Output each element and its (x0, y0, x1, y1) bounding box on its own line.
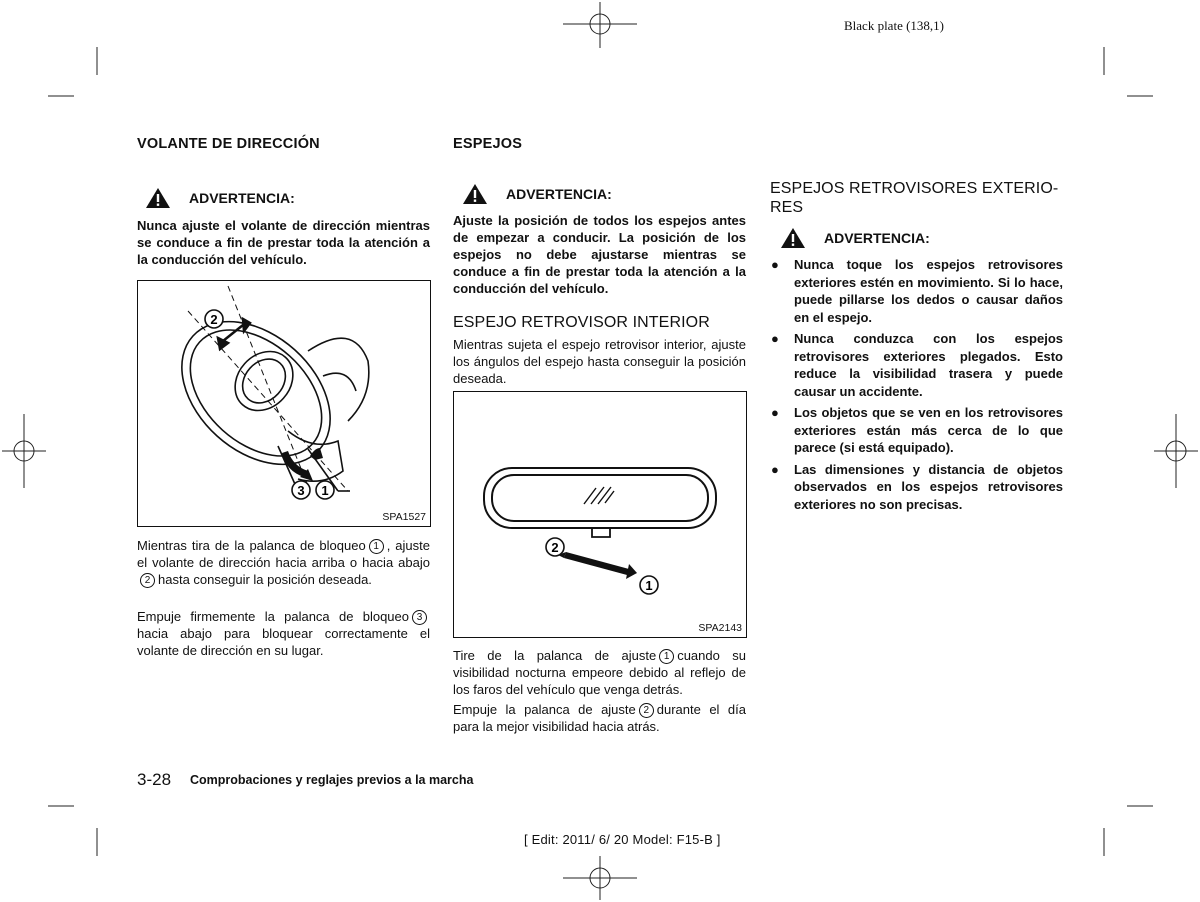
rearview-mirror-illustration (454, 392, 746, 637)
steering-paragraph-2 (137, 608, 430, 659)
steering-paragraph-1 (137, 537, 430, 588)
heading-line: ESPEJOS RETROVISORES EXTERIO- (770, 180, 1059, 197)
text: Empuje firmemente la palanca de bloqueo (137, 609, 409, 624)
bullet-icon: ● (771, 331, 779, 346)
warning-triangle-icon (145, 187, 171, 209)
callout-2 (546, 538, 564, 556)
text: durante el día para la mejor visibilidad hacia atrás. (453, 702, 746, 734)
callout-ref-2: 2 (639, 703, 654, 718)
steering-warning-header (145, 187, 295, 209)
interior-mirror-intro: Mientras sujeta el espejo retrovisor interior, ajuste los ángulos del espejo hasta conseguir la posición deseada. (453, 337, 746, 386)
registration-mark-bottom (563, 856, 637, 900)
bullet-icon: ● (771, 257, 779, 272)
registration-mark-top (563, 2, 637, 48)
registration-mark-right (1154, 414, 1198, 488)
list-item (769, 256, 1063, 326)
text: hasta conseguir la posición deseada. (158, 572, 372, 587)
interior-mirror-paragraph-2 (453, 701, 746, 735)
bullet-text: Nunca toque los espejos retrovisores exteriores estén en movimiento. Si lo hace, puede pillarse los dedos o causar daños en el espejo. (794, 257, 1063, 325)
exterior-mirrors-heading (770, 179, 1058, 217)
steering-wheel-illustration (138, 281, 430, 526)
registration-mark-left (2, 414, 46, 488)
mirrors-warning-text: Ajuste la posición de todos los espejos antes de empezar a conducir. La posición de los espejos no debe ajustarse mientras se conduce a fin de prestar toda la atención a la conducción del vehículo. (453, 213, 746, 296)
callout-1 (316, 481, 334, 499)
callout-ref-2: 2 (140, 573, 155, 588)
list-item (769, 461, 1063, 514)
bullet-text: Las dimensiones y distancia de objetos observados en los espejos retrovisores exteriores no son precisas. (794, 461, 1063, 512)
text: , ajuste el volante de dirección hacia arriba o hacia abajo (137, 538, 430, 570)
text: Empuje la palanca de ajuste (453, 702, 636, 717)
text: hacia abajo para bloquear correctamente el volante de dirección en su lugar. (137, 626, 430, 658)
mirrors-heading: ESPEJOS (453, 136, 523, 152)
steering-heading: VOLANTE DE DIRECCIÓN (137, 136, 320, 152)
plate-label: Black plate (138,1) (844, 18, 944, 33)
interior-mirror-paragraph-1 (453, 647, 746, 698)
steering-figure (137, 280, 431, 527)
svg-text:1: 1 (645, 578, 653, 593)
text: Mientras tira de la palanca de bloqueo (137, 538, 366, 553)
warning-triangle-icon (462, 183, 488, 205)
steering-warning-text: Nunca ajuste el volante de dirección mientras se conduce a fin de prestar toda la atención a la conducción del vehículo. (137, 218, 430, 267)
warning-label: ADVERTENCIA: (189, 190, 295, 206)
heading-line: RES (770, 199, 804, 216)
bullet-text: Nunca conduzca con los espejos retrovisores exteriores plegados. Esto reduce la visibilidad trasera y puede causar un accidente. (794, 331, 1063, 399)
warning-label: ADVERTENCIA: (824, 230, 930, 246)
list-item (769, 330, 1063, 400)
callout-3 (292, 481, 310, 499)
callout-2 (205, 310, 223, 328)
svg-text:3: 3 (297, 483, 305, 498)
bullet-icon: ● (771, 461, 779, 477)
figure-code: SPA1527 (382, 511, 426, 523)
callout-ref-3: 3 (412, 610, 427, 625)
warning-triangle-icon (780, 227, 806, 249)
list-item (769, 404, 1063, 457)
warning-label: ADVERTENCIA: (506, 186, 612, 202)
text: Tire de la palanca de ajuste (453, 648, 657, 663)
page-footer-title: Comprobaciones y reglajes previos a la marcha (190, 773, 474, 787)
interior-mirror-heading: ESPEJO RETROVISOR INTERIOR (453, 314, 710, 331)
bullet-text: Los objetos que se ven en los retrovisores exteriores están más cerca de lo que parece (si está equipado). (794, 405, 1063, 455)
mirrors-warning-header (462, 183, 612, 205)
exterior-warning-list (769, 256, 1063, 517)
figure-code: SPA2143 (698, 622, 742, 634)
page-number: 3-28 (137, 770, 172, 789)
callout-1 (640, 576, 658, 594)
text: cuando su visibilidad nocturna empeore debido al reflejo de los faros del vehículo que venga detrás. (453, 648, 746, 697)
exterior-warning-header (780, 227, 930, 249)
svg-text:2: 2 (210, 312, 218, 327)
bullet-icon: ● (771, 405, 779, 420)
callout-ref-1: 1 (369, 539, 384, 554)
svg-text:2: 2 (551, 540, 559, 555)
rearview-mirror-figure (453, 391, 747, 638)
callout-ref-1: 1 (659, 649, 674, 664)
svg-text:1: 1 (321, 483, 329, 498)
edit-info: [ Edit: 2011/ 6/ 20 Model: F15-B ] (524, 832, 721, 847)
